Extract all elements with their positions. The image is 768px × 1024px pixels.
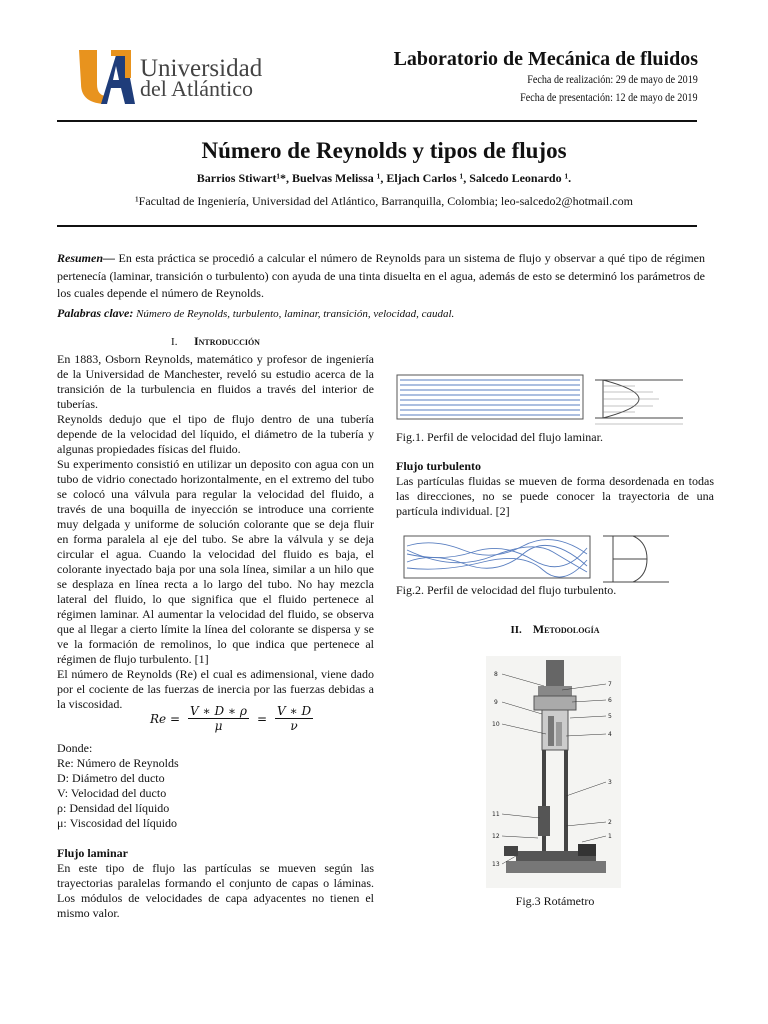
paper-title: Número de Reynolds y tipos de flujos [201,138,567,163]
rotameter-label: 3 [608,779,612,786]
fecha-presentacion: Fecha de presentación: 12 de mayo de 2019 [520,92,698,104]
figure-caption: Fig.2. Perfil de velocidad del flujo turbulento. [396,583,617,597]
definition-item: D: Diámetro del ducto [57,771,165,785]
section-number: I. [171,336,178,348]
authors: Barrios Stiwart¹*, Buelvas Melissa ¹, Eljach Carlos ¹, Salcedo Leonardo ¹. [196,171,572,185]
fraction-2-num: V ∗ D [277,704,312,718]
turbulent-flow-figure [403,532,593,582]
rotameter-label: 6 [608,697,612,704]
definition-item: Re: Número de Reynolds [57,756,179,770]
section-heading-intro [57,334,374,349]
rotameter-label: 2 [608,819,612,826]
fraction-1-num: V ∗ D ∗ ρ [190,704,247,718]
logo-text-line2: del Atlántico [140,76,254,101]
definition-item: V: Velocidad del ducto [57,786,167,800]
rotameter-label: 10 [492,721,500,728]
rotameter-label: 7 [608,681,612,688]
rotameter-label: 4 [608,731,612,738]
title-divider [57,225,697,227]
rotameter-label: 12 [492,833,500,840]
fraction-1-den: μ [214,719,223,733]
paragraph: El número de Reynolds (Re) el cual es adimensional, viene dado por el cociente de las fuerzas de inercia por las fuerzas debidas a la viscosidad. [57,667,374,711]
section-number: II. [510,624,522,636]
paragraph: Las partículas fluidas se mueven de forma desordenada en todas las direcciones, no se puede conocer la trayectoria de una partícula individual. [2] [396,474,714,518]
laminar-flow-figure [396,372,586,422]
logo-text-line1: Universidad [140,55,263,82]
section-title: Introducción [193,334,260,348]
paragraph: Reynolds dedujo que el tipo de flujo dentro de una tubería depende de la velocidad del líquido, el diámetro de la tubería y algunas propiedades físicas del fluido. [57,412,374,456]
paragraph: En 1883, Osborn Reynolds, matemático y profesor de ingeniería de la Universidad de Manchester, reveló su estudio acerca de la transición de la turbulencia en fluidos a través del interior de tuberías. [57,352,374,411]
university-logo-icon [75,44,135,110]
rotameter-figure [486,656,621,888]
abstract-label: Resumen— [57,251,116,265]
turbulent-section [396,459,714,519]
rotameter-label: 13 [492,861,500,868]
rotameter-label: 1 [608,833,612,840]
keywords [57,305,705,322]
laminar-profile-figure [595,374,685,429]
abstract-text: En esta práctica se procedió a calcular el número de Reynolds para un sistema de flujo y observar a qué tipo de régimen pertenecía (laminar, transición o turbulento) con ayuda de una tinta disuelta en el agua, además de esto se determinó los parámetros de los cuales depende el número de Reynolds. [57,251,705,300]
rotameter-label: 8 [494,671,498,678]
section-title: Metodología [532,622,600,636]
figure-caption: Fig.3 Rotámetro [515,894,595,908]
paragraph: En este tipo de flujo las partículas se mueven según las trayectorias paralelas formando el conjunto de capas o láminas. Los módulos de velocidades de capa adyacentes no tienen el mismo valor. [57,861,374,920]
figure-caption: Fig.1. Perfil de velocidad del flujo laminar. [396,430,603,444]
abstract [57,250,705,303]
section-heading-metodologia [396,622,714,637]
definition-item: μ: Viscosidad del líquido [57,816,178,830]
fraction-1 [188,704,249,733]
fecha-realizacion: Fecha de realización: 29 de mayo de 2019 [527,74,698,86]
rotameter-label: 11 [492,811,500,818]
rotameter-label: 9 [494,699,498,706]
donde-label: Donde: [57,741,93,755]
fraction-2-den: ν [290,719,298,733]
lab-title: Laboratorio de Mecánica de fluidos [393,48,698,70]
definitions-list [57,741,179,831]
reynolds-formula [150,704,313,733]
formula-lhs: Re = [150,711,181,726]
laminar-section [57,846,374,921]
formula-equals: = [256,711,267,726]
turbulent-profile-figure [603,532,671,586]
keywords-text: Número de Reynolds, turbulento, laminar, transición, velocidad, caudal. [133,308,455,320]
subsection-heading: Flujo turbulento [396,459,482,473]
keywords-label: Palabras clave: [57,306,134,320]
affiliation: ¹Facultad de Ingeniería, Universidad del Atlántico, Barranquilla, Colombia; leo-salcedo2@hotmail.com [135,194,633,208]
definition-item: ρ: Densidad del líquido [57,801,170,815]
rotameter-label: 5 [608,713,612,720]
paragraph: Su experimento consistió en utilizar un deposito con agua con un tubo de vidrio conectado horizontalmente, en el extremo del tubo se colocó una válvula para regular la velocidad del fluido, a través de una boquilla de inyección se introduce una corriente muy delgada y uniforme de solución colorante que se deja fluir en forma paralela al eje del tubo. Se abre la válvula y se deja circular el agua. Cuando la velocidad del fluido es baja, el colorante inyectado baja por una sola línea, similar a un hilo que se desplaza en línea recta a lo largo del tubo. No hay mezcla lateral del fluido, lo que significa que el fluido pertenece al régimen laminar. Al aumentar la velocidad del fluido, se observa que al llegar a cierto límite la línea del colorante se dispersa y se ve la formación de remolinos, lo que indica que pertenece al régimen de flujo turbulento. [1] [57,457,374,666]
header-divider [57,120,697,122]
subsection-heading: Flujo laminar [57,846,128,860]
intro-column [57,352,374,712]
fraction-2 [275,704,313,733]
